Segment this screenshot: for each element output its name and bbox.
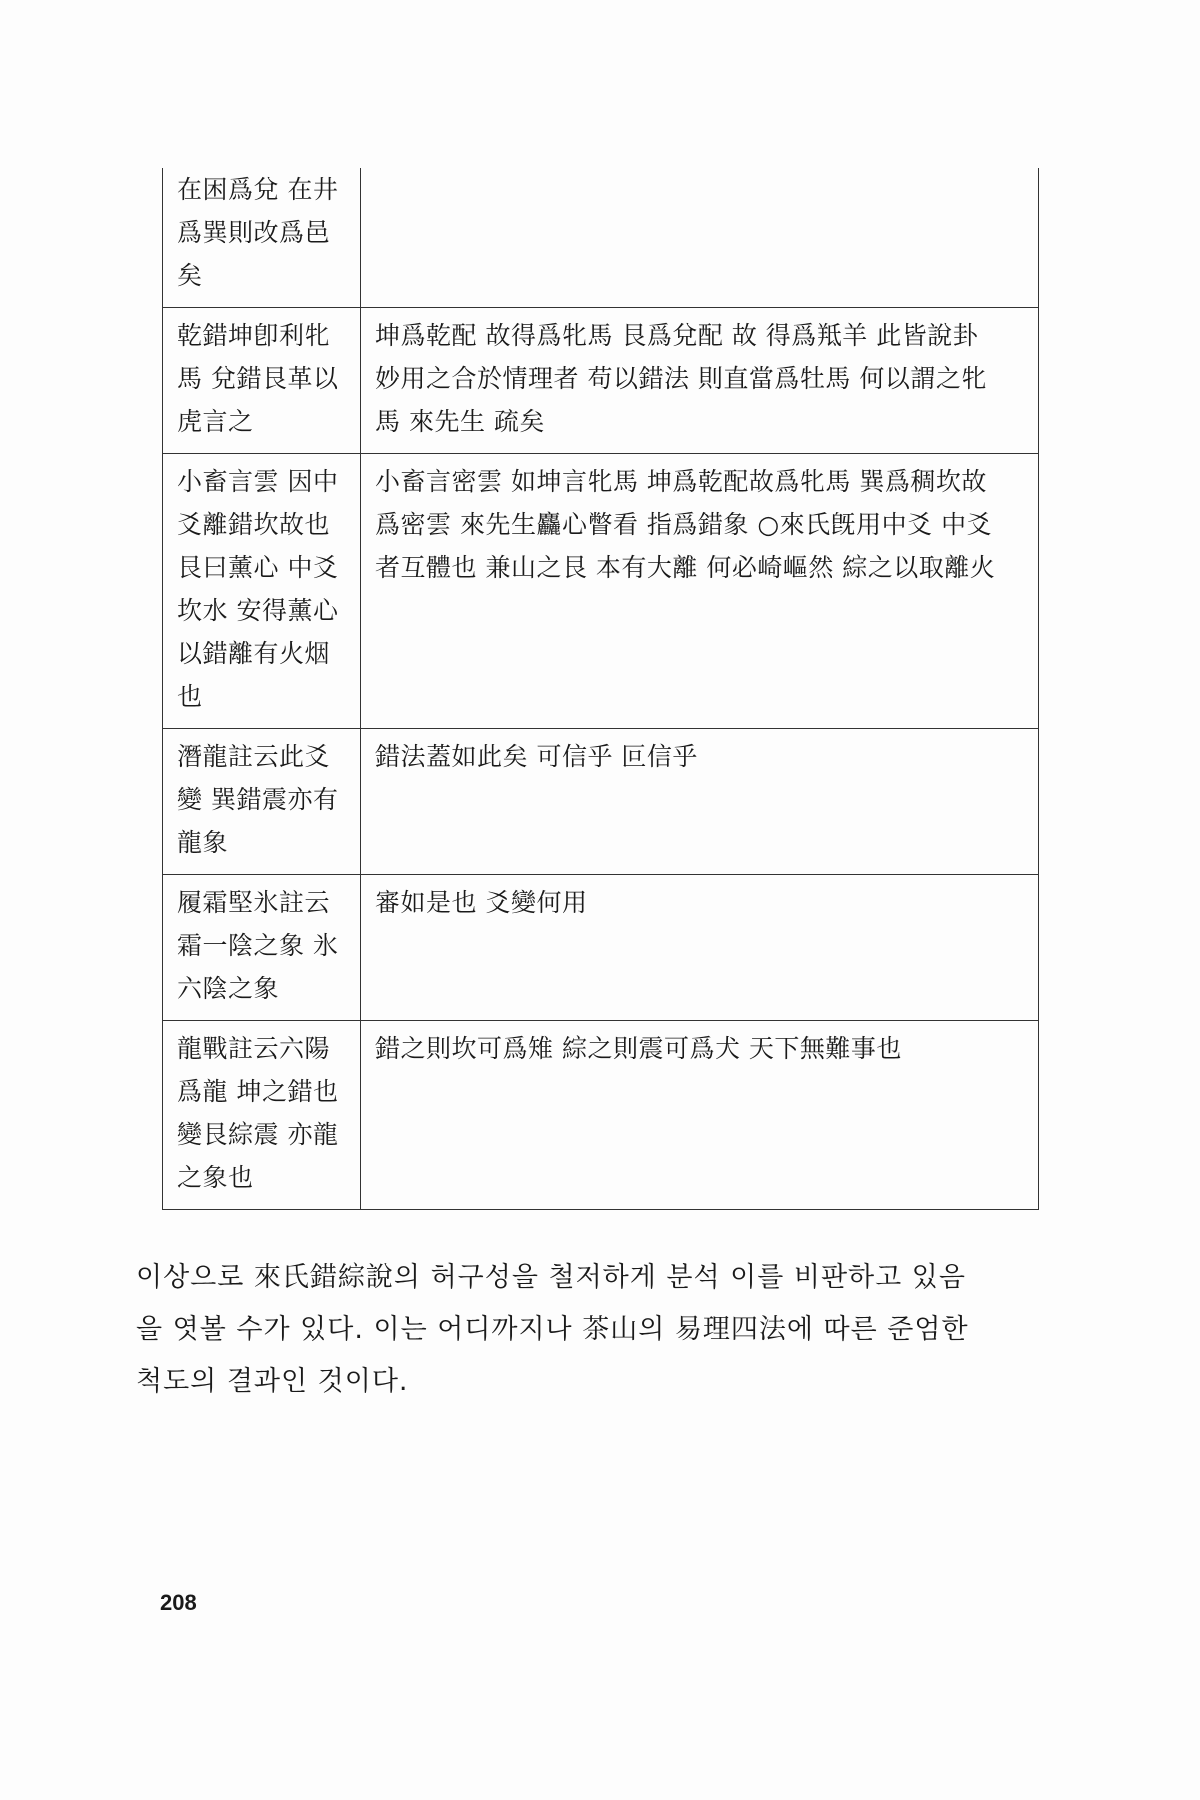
table-cell-citation: 在困爲兌 在井 爲巽則改爲邑 矣 (163, 168, 361, 308)
table-cell-critique: 小畜言密雲 如坤言牝馬 坤爲乾配故爲牝馬 巽爲稠坎故 爲密雲 來先生麤心瞥看 指爲錯象 ○來氏旣用中爻 中爻 者互體也 兼山之艮 本有大離 何必崎嶇然 綜之以取離火 (361, 454, 1039, 729)
table-cell-critique: 坤爲乾配 故得爲牝馬 艮爲兌配 故 得爲羝羊 此皆說卦 妙用之合於情理者 苟以錯法 則直當爲牡馬 何以謂之牝 馬 來先生 疏矣 (361, 308, 1039, 454)
table-cell-critique (361, 168, 1039, 308)
table-cell-citation: 乾錯坤卽利牝 馬 兌錯艮革以 虎言之 (163, 308, 361, 454)
table-cell-citation: 履霜堅氷註云 霜一陰之象 氷 六陰之象 (163, 875, 361, 1021)
commentary-table (162, 168, 1039, 1210)
table-row (163, 729, 1039, 875)
table-cell-critique: 審如是也 爻變何用 (361, 875, 1039, 1021)
table-row (163, 454, 1039, 729)
page-number: 208 (160, 1590, 197, 1615)
body-paragraph: 이상으로 來氏錯綜說의 허구성을 철저하게 분석 이를 비판하고 있음 을 엿볼 수가 있다. 이는 어디까지나 茶山의 易理四法에 따른 준엄한 척도의 결과인 것이다. (136, 1262, 969, 1397)
table-cell-critique: 錯之則坎可爲雉 綜之則震可爲犬 天下無難事也 (361, 1021, 1039, 1210)
table-row (163, 875, 1039, 1021)
table-row (163, 168, 1039, 308)
table-row (163, 1021, 1039, 1210)
table-row (163, 308, 1039, 454)
commentary-table-container (162, 168, 1038, 1210)
table-cell-citation: 小畜言雲 因中 爻離錯坎故也 艮曰薰心 中爻 坎水 安得薰心 以錯離有火烟 也 (163, 454, 361, 729)
table-cell-citation: 龍戰註云六陽 爲龍 坤之錯也 變艮綜震 亦龍 之象也 (163, 1021, 361, 1210)
table-cell-citation: 潛龍註云此爻 變 巽錯震亦有 龍象 (163, 729, 361, 875)
table-cell-critique: 錯法蓋如此矣 可信乎 叵信乎 (361, 729, 1039, 875)
